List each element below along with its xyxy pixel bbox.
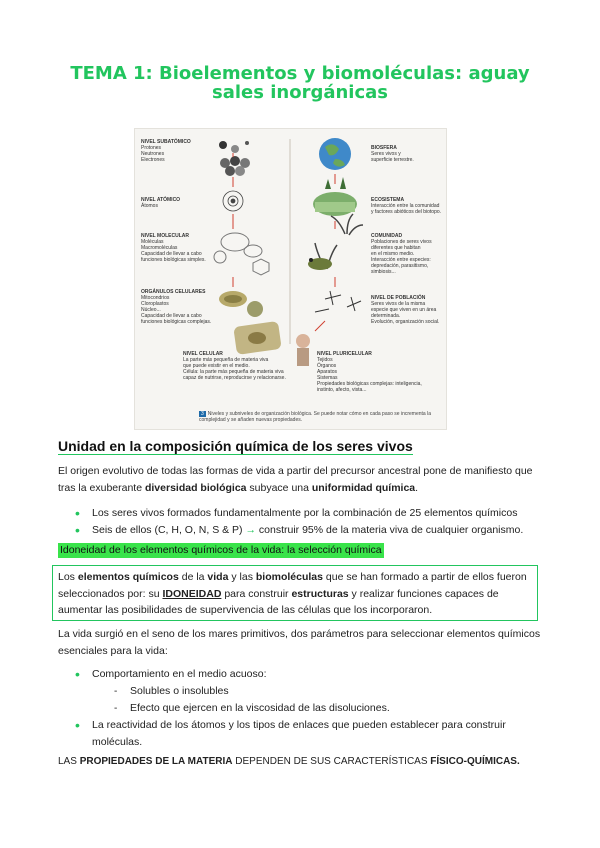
label-subatomic: NIVEL SUBATÓMICO Protones Neutrones Electrones — [141, 139, 191, 163]
frog-icon — [308, 258, 332, 270]
atoms-icon — [220, 156, 250, 176]
caption-number: 3 — [201, 411, 204, 417]
electron-icon — [245, 141, 249, 145]
page-title — [60, 64, 540, 102]
atom-orbital-icon — [223, 191, 243, 211]
organism-icon — [296, 334, 310, 366]
globe-icon — [319, 138, 351, 170]
section-heading: Unidad en la composición química de los seres vivos — [58, 438, 413, 454]
label-community: COMUNIDAD Poblaciones de seres vivos diferentes que habitan en el mismo medio. Interacción entre especies: depredación, parasitismo, simbiosis... — [371, 233, 432, 275]
label-cell-level: NIVEL CELULAR La parte más pequeña de materia viva que puede existir en el medio. Célula: la parte más pequeña de materia viva capaz de nutrirse, reproducirse y relacionarse. — [183, 351, 286, 381]
list-item: • Los seres vivos formados fundamentalmente por la combinación de 25 elementos químicos — [58, 505, 542, 522]
population-icon — [315, 291, 361, 312]
label-molecular: NIVEL MOLECULAR Moléculas Macromoléculas Capacidad de llevar a cabo funciones biológicas simples. — [141, 233, 206, 263]
molecule-icon — [214, 233, 269, 275]
list-item: • Seis de ellos (C, H, O, N, S & P) → construir 95% de la materia viva de cualquier organismo. — [58, 522, 542, 539]
list-item: • Comportamiento en el medio acuoso: - Solubles o insolubles - Efecto que ejercen en la viscosidad de las disoluciones. — [58, 666, 542, 717]
label-multicellular-level: NIVEL PLURICELULAR Tejidos Órganos Aparatos Sistemas Propiedades biológicas complejas: inteligencia, instinto, afecto, vista... — [317, 351, 422, 393]
label-population: NIVEL DE POBLACIÓN Seres vivos de la misma especie que viven en un área determinada. Evolución, organización social. — [371, 295, 440, 325]
label-biosphere: BIOSFERA Seres vivos y superficie terrestre. — [371, 145, 414, 163]
title-line-2: sales inorgánicas — [212, 82, 388, 103]
bullet-list-1 — [58, 505, 542, 539]
sub-list-item: - Efecto que ejercen en la viscosidad de las disoluciones. — [92, 700, 542, 717]
label-organelles: ORGÁNULOS CELULARES Mitocondrios Cloroplastos Núcleo... Capacidad de llevar a cabo funciones biológicas complejas. — [141, 289, 212, 325]
intro-paragraph: El origen evolutivo de todas las formas de vida a partir del precursor ancestral pone de manifiesto que tras la exuberante diversidad biológica subyace una uniformidad química. — [58, 465, 533, 494]
cell-icon — [233, 321, 281, 355]
neutron-icon — [231, 145, 239, 153]
final-statement: LAS PROPIEDADES DE LA MATERIA DEPENDEN DE SUS CARACTERÍSTICAS FÍSICO-QUÍMICAS. — [58, 756, 520, 767]
caption-text: Niveles y subniveles de organización biológica. Se puede notar cómo en cada paso se incrementa la complejidad y se añaden nuevas propiedades. — [199, 411, 431, 423]
label-ecosystem: ECOSISTEMA Interacción entre la comunidad y factores abióticos del biotopo. — [371, 197, 442, 215]
sub-list — [92, 683, 542, 717]
label-atomic: NIVEL ATÓMICO Átomos — [141, 197, 181, 209]
idoneidad-box: Los elementos químicos de la vida y las biomoléculas que se han formado a partir de ellos fueron seleccionados por: su IDONEIDAD para construir estructuras y realizar funciones capaces de aumentar las posibilidades de supervivencia de las células que los incorporaron. — [52, 565, 538, 621]
title-line-1: TEMA 1: Bioelementos y biomoléculas: aguay — [70, 63, 530, 84]
bullet-list-2 — [58, 666, 542, 751]
organization-levels-figure — [134, 128, 447, 430]
organelle-icon — [219, 291, 263, 317]
highlighted-subheading: Idoneidad de los elementos químicos de la vida: la selección química — [60, 544, 382, 556]
list-item: • La reactividad de los átomos y los tipos de enlaces que pueden establecer para construir moléculas. — [58, 717, 542, 751]
figure-caption — [199, 411, 449, 423]
paragraph-2: La vida surgió en el seno de los mares primitivos, dos parámetros para seleccionar elementos químicos esenciales para la vida: — [58, 628, 541, 657]
arrow-icon: → — [245, 524, 256, 536]
sub-list-item: - Solubles o insolubles — [92, 683, 542, 700]
proton-icon — [219, 141, 227, 149]
